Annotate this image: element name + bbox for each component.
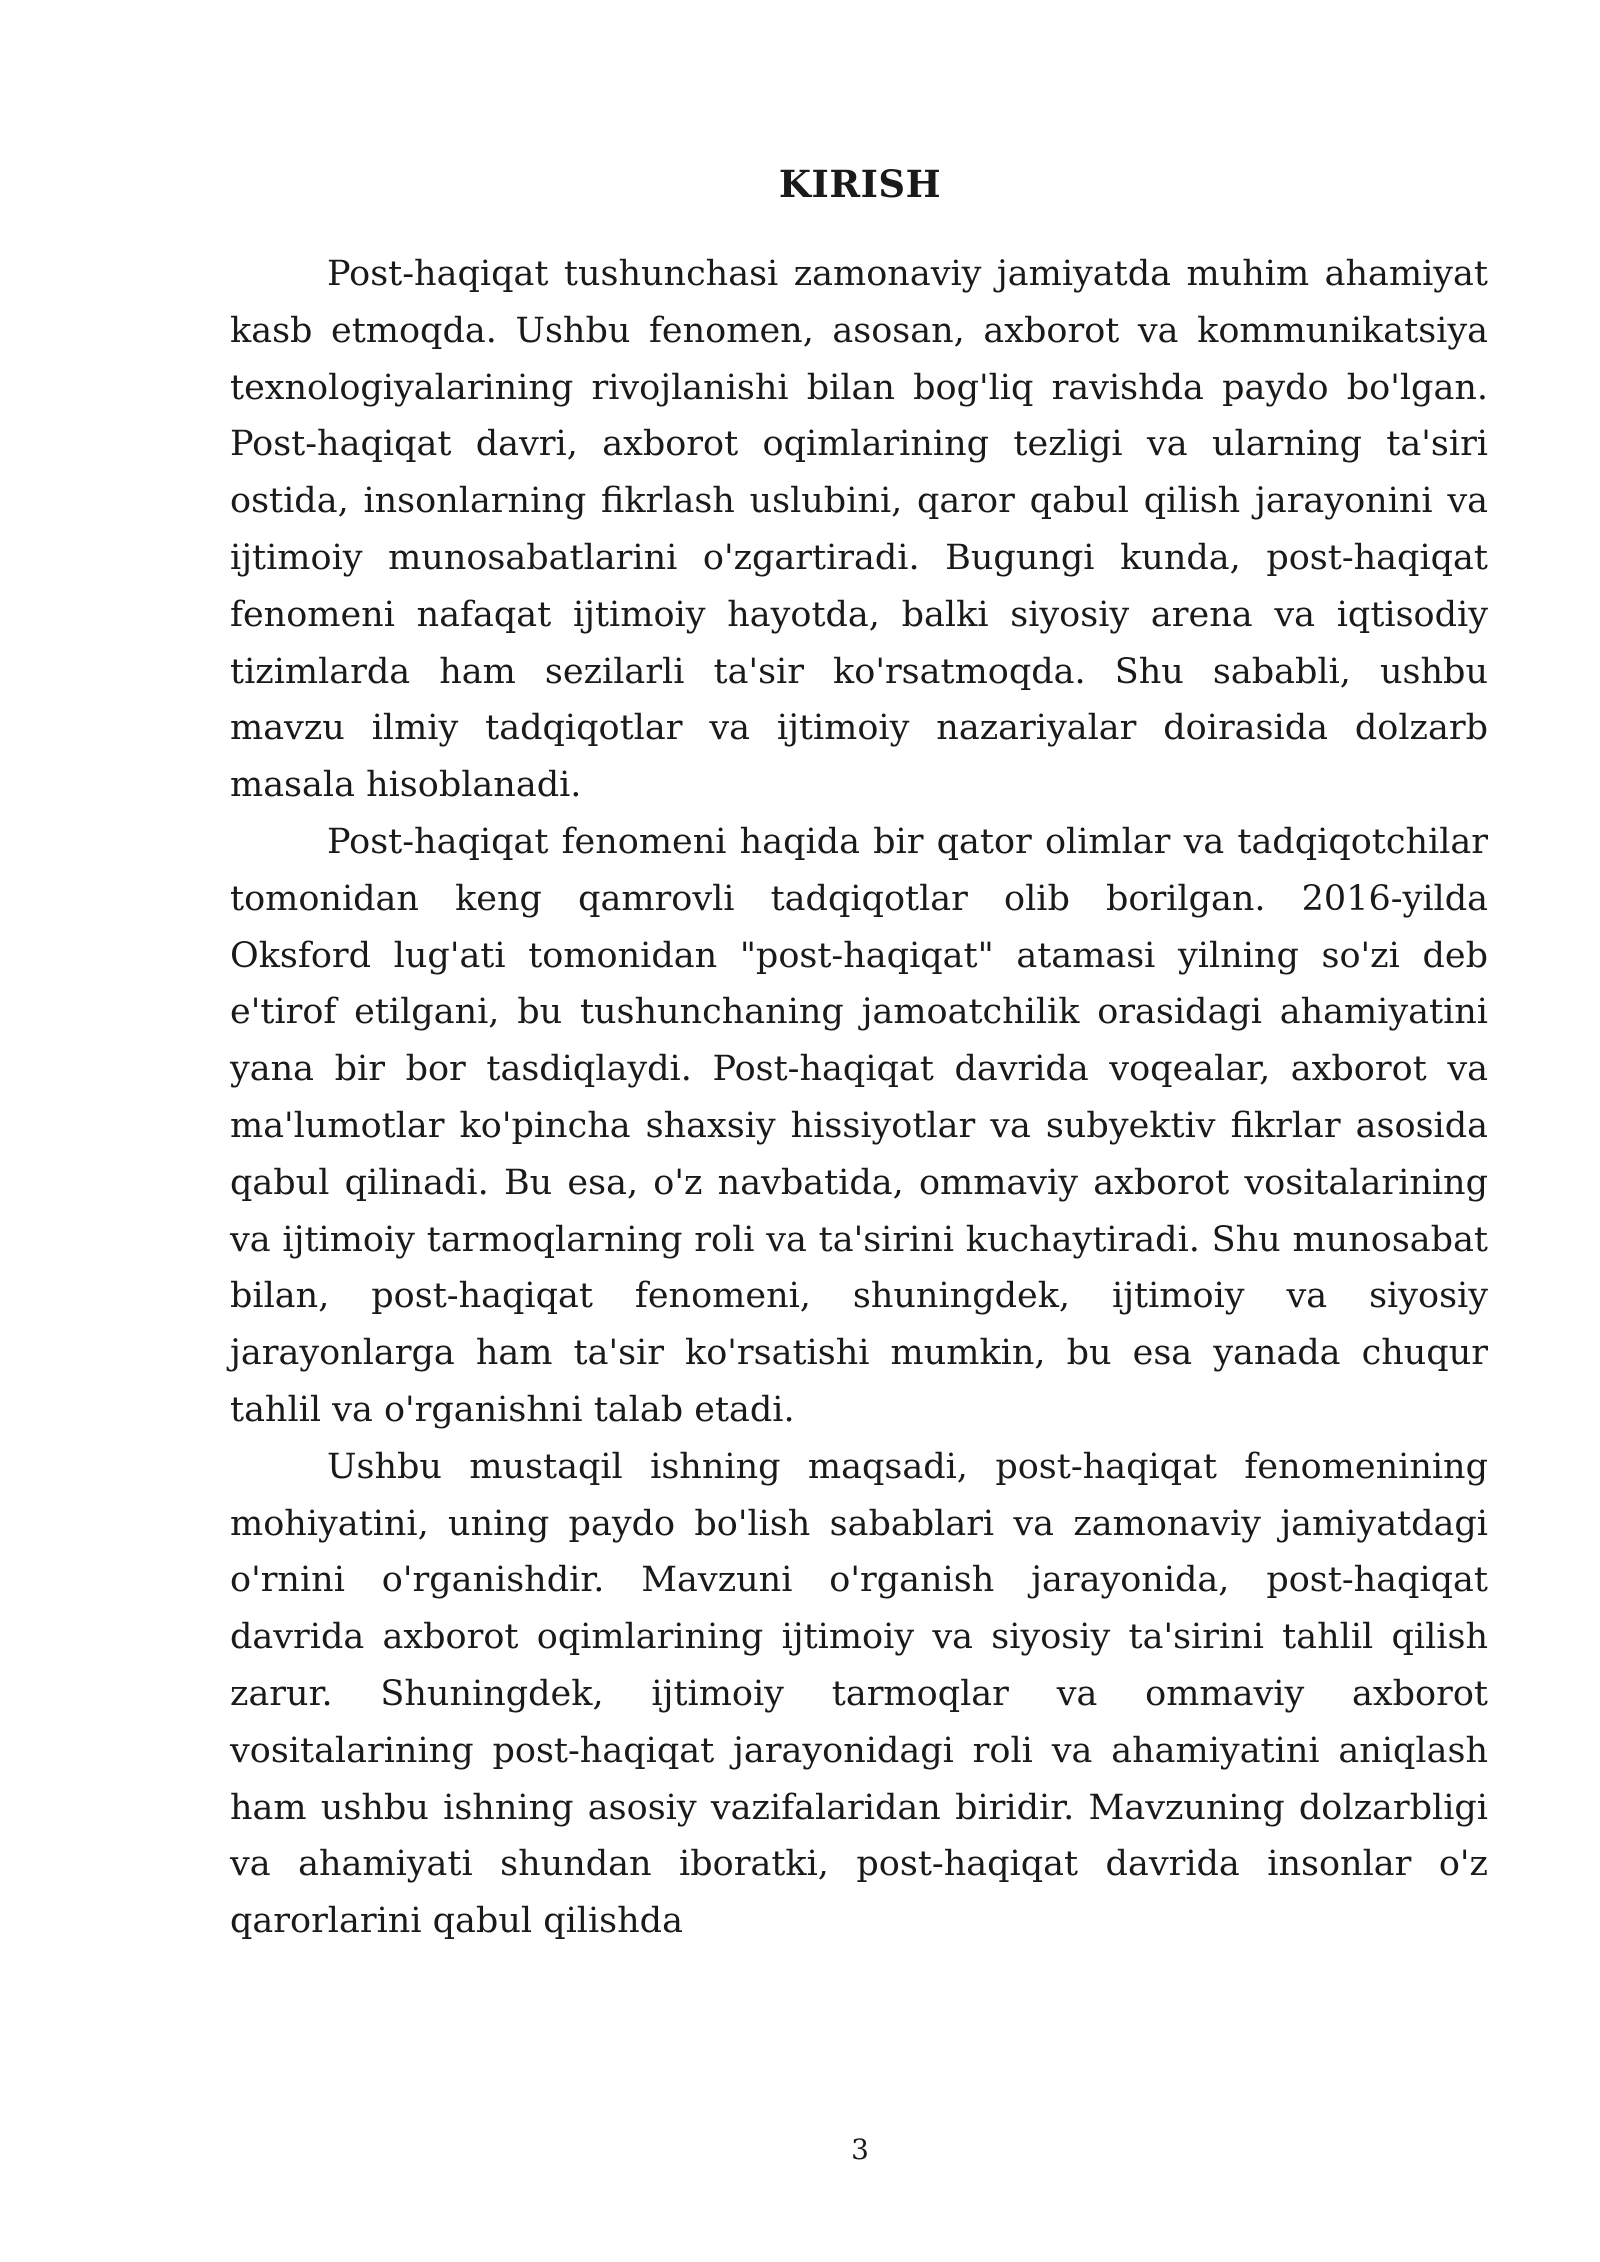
page-number: 3 <box>851 2133 869 2166</box>
body-text <box>230 246 1488 1950</box>
section-heading: KIRISH <box>778 162 942 206</box>
paragraph-1: Post-haqiqat tushunchasi zamonaviy jamiyatda muhim ahamiyat kasb etmoqda. Ushbu fenomen, asosan, axborot va kommunikatsiya texnologiyalarining rivojlanishi bilan bog'liq ravishda paydo bo'lgan. Post-haqiqat davri, axborot oqimlarining tezligi va ularning ta'siri ostida, insonlarning fikrlash uslubini, qaror qabul qilish jarayonini va ijtimoiy munosabatlarini o'zgartiradi. Bugungi kunda, post-haqiqat fenomeni nafaqat ijtimoiy hayotda, balki siyosiy arena va iqtisodiy tizimlarda ham sezilarli ta'sir ko'rsatmoqda. Shu sababli, ushbu mavzu ilmiy tadqiqotlar va ijtimoiy nazariyalar doirasida dolzarb masala hisoblanadi. <box>230 254 1488 806</box>
paragraph-3: Ushbu mustaqil ishning maqsadi, post-haqiqat fenomenining mohiyatini, uning paydo bo'lish sabablari va zamonaviy jamiyatdagi o'rnini o'rganishdir. Mavzuni o'rganish jarayonida, post-haqiqat davrida axborot oqimlarining ijtimoiy va siyosiy ta'sirini tahlil qilish zarur. Shuningdek, ijtimoiy tarmoqlar va ommaviy axborot vositalarining post-haqiqat jarayonidagi roli va ahamiyatini aniqlash ham ushbu ishning asosiy vazifalaridan biridir. Mavzuning dolzarbligi va ahamiyati shundan iboratki, post-haqiqat davrida insonlar o'z qarorlarini qabul qilishda <box>230 1446 1488 1942</box>
paragraph-2: Post-haqiqat fenomeni haqida bir qator olimlar va tadqiqotchilar tomonidan keng qamrovli tadqiqotlar olib borilgan. 2016-yilda Oksford lug'ati tomonidan "post-haqiqat" atamasi yilning so'zi deb e'tirof etilgani, bu tushunchaning jamoatchilik orasidagi ahamiyatini yana bir bor tasdiqlaydi. Post-haqiqat davrida voqealar, axborot va ma'lumotlar ko'pincha shaxsiy hissiyotlar va subyektiv fikrlar asosida qabul qilinadi. Bu esa, o'z navbatida, ommaviy axborot vositalarining va ijtimoiy tarmoqlarning roli va ta'sirini kuchaytiradi. Shu munosabat bilan, post-haqiqat fenomeni, shuningdek, ijtimoiy va siyosiy jarayonlarga ham ta'sir ko'rsatishi mumkin, bu esa yanada chuqur tahlil va o'rganishni talab etadi. <box>230 821 1488 1430</box>
